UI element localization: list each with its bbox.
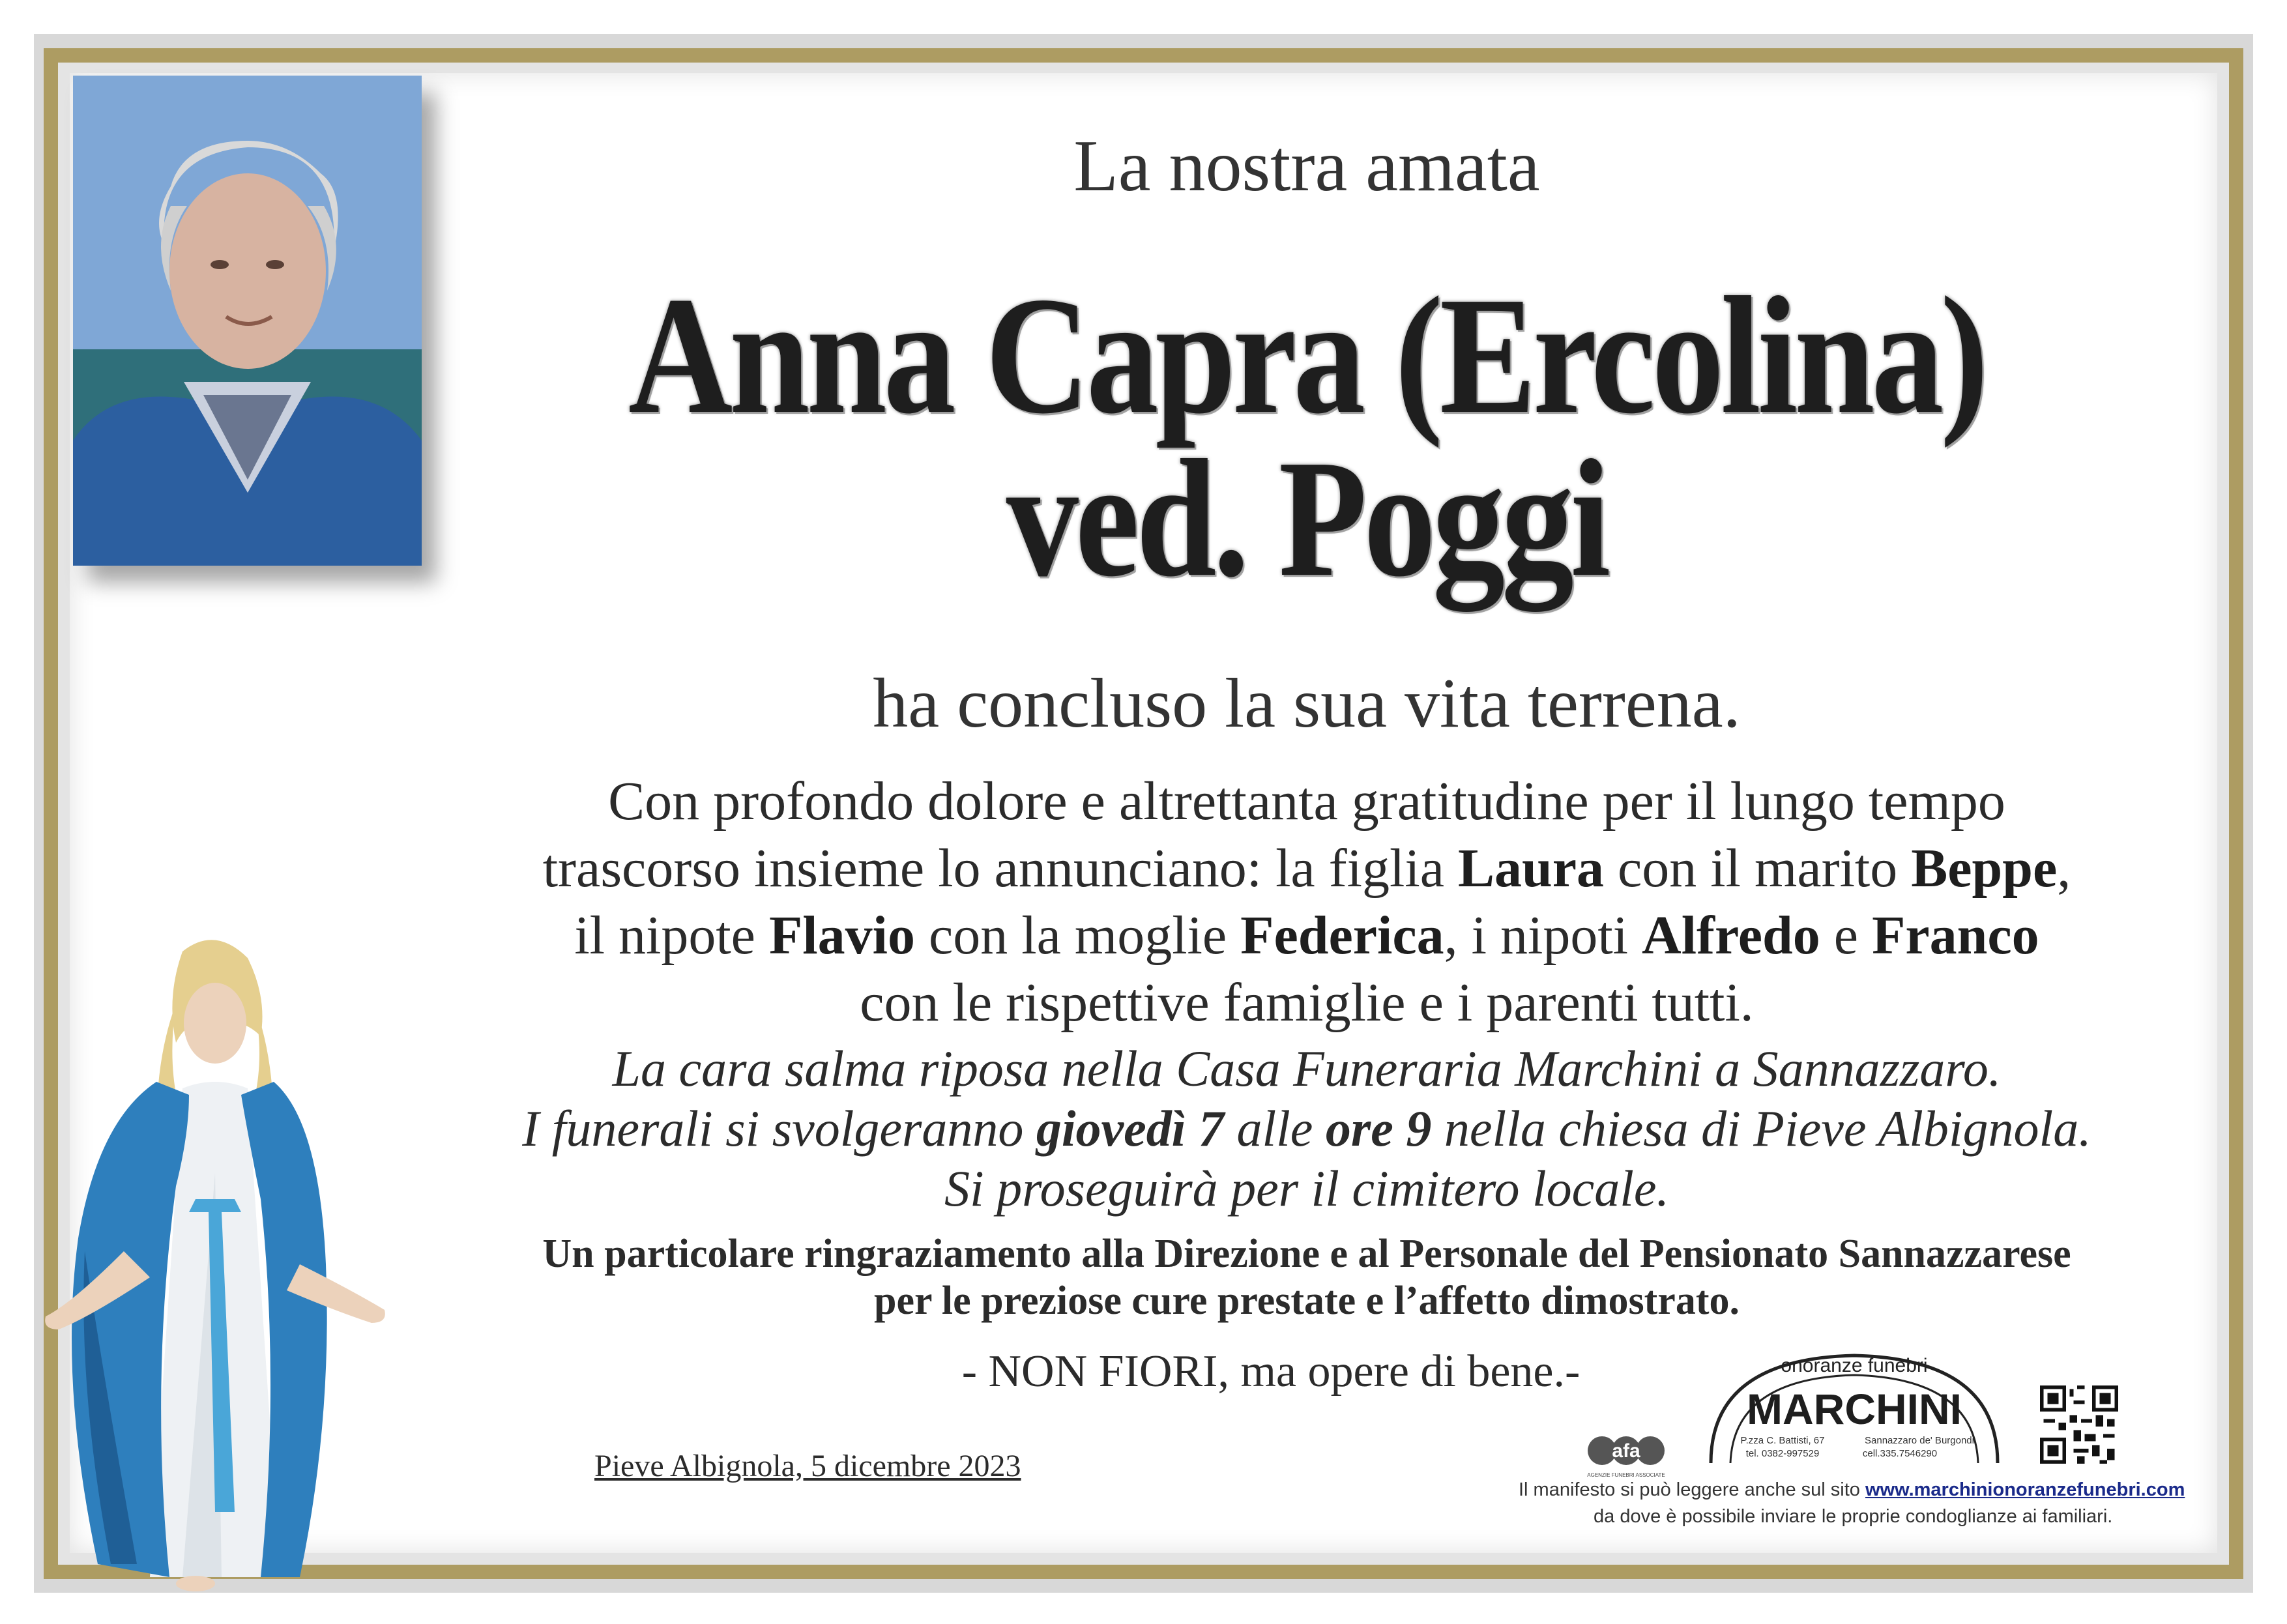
svg-text:P.zza C. Battisti, 67: P.zza C. Battisti, 67	[1740, 1435, 1825, 1446]
deceased-name: Anna Capra (Ercolina)	[628, 262, 1985, 448]
thanks-line: per le preziose cure prestate e l’affetto dimostrato.	[874, 1279, 1740, 1323]
intro-text: La nostra amata	[1073, 126, 1540, 207]
subtitle-text: ha concluso la sua vita terrena.	[873, 665, 1741, 742]
funeral-date: giovedì 7	[1036, 1100, 1224, 1157]
funeral-line: I funerali si svolgeranno giovedì 7 alle ore 9 nella chiesa di Pieve Albignola.	[522, 1100, 2091, 1157]
madonna-icon	[20, 925, 398, 1603]
relative-name: Beppe	[1911, 838, 2058, 899]
footer-website-note: Il manifesto si può leggere anche sul sito www.marchinionoranzefunebri.com	[1519, 1479, 2185, 1500]
place-date: Pieve Albignola, 5 dicembre 2023	[594, 1449, 1021, 1483]
svg-text:tel. 0382-997529: tel. 0382-997529	[1745, 1448, 1820, 1459]
funeral-details	[430, 1039, 2183, 1219]
announcement-line: trascorso insieme lo annunciano: la figlia Laura con il marito Beppe,	[542, 838, 2071, 899]
relative-name: Franco	[1872, 905, 2039, 966]
arc-text: onoranze funebri	[1781, 1355, 1928, 1376]
portrait-photo	[73, 76, 422, 566]
afa-logo	[1584, 1431, 1668, 1483]
relative-name: Federica	[1240, 905, 1444, 966]
announcement-line: con le rispettive famiglie e i parenti tutti.	[860, 972, 1754, 1033]
marchini-logo	[1685, 1339, 2024, 1470]
announcement-line: Con profondo dolore e altrettanta gratitudine per il lungo tempo	[608, 771, 2005, 832]
funeral-line: Si proseguirà per il cimitero locale.	[944, 1160, 1670, 1217]
svg-text:cell.335.7546290: cell.335.7546290	[1862, 1448, 1938, 1459]
funeral-line: La cara salma riposa nella Casa Funeraria Marchini a Sannazzaro.	[612, 1040, 2002, 1097]
relative-name: Flavio	[768, 905, 915, 966]
no-flowers-note: - NON FIORI, ma opere di bene.-	[961, 1346, 1581, 1397]
website-link[interactable]: www.marchinionoranzefunebri.com	[1865, 1479, 2185, 1500]
announcement-line: il nipote Flavio con la moglie Federica, i nipoti Alfredo e Franco	[574, 905, 2039, 966]
svg-text:Sannazzaro de' Burgondi: Sannazzaro de' Burgondi	[1865, 1435, 1974, 1446]
qr-code-icon[interactable]	[2040, 1385, 2118, 1464]
relative-name: Alfredo	[1642, 905, 1820, 966]
deceased-name-widow: ved. Poggi	[1006, 425, 1608, 611]
announcement-paragraph	[430, 768, 2183, 1036]
company-name: MARCHINI	[1747, 1385, 1962, 1433]
footer-condolences-note: da dove è possibile inviare le proprie condoglianze ai familiari.	[1594, 1506, 2113, 1527]
afa-caption: AGENZIE FUNEBRI ASSOCIATE	[1587, 1472, 1665, 1478]
thanks-line: Un particolare ringraziamento alla Direzione e al Personale del Pensionato Sannazzarese	[542, 1232, 2071, 1276]
afa-logo-text: afa	[1612, 1440, 1640, 1462]
relative-name: Laura	[1457, 838, 1605, 899]
funeral-time: ore 9	[1325, 1100, 1432, 1157]
thanks-paragraph	[430, 1230, 2183, 1324]
